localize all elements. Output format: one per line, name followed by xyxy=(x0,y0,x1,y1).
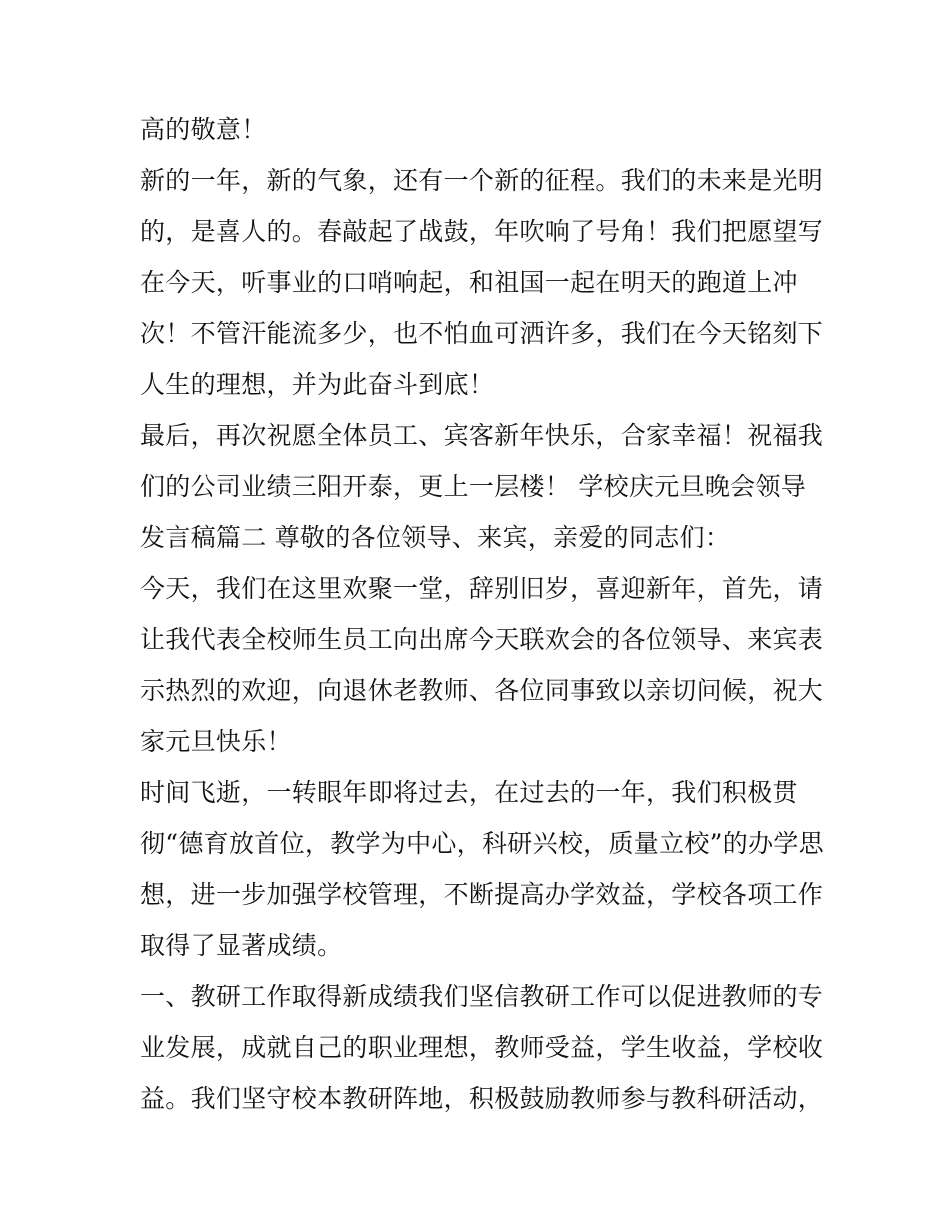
text-line: 最后，再次祝愿全体员工、宾客新年快乐，合家幸福！祝福我 xyxy=(140,421,824,450)
text-line: 时间飞逝，一转眼年即将过去，在过去的一年，我们积极贯 xyxy=(140,778,798,807)
text-line: 在今天，听事业的口哨响起，和祖国一起在明天的跑道上冲 xyxy=(140,268,798,297)
text-line: 次！不管汗能流多少，也不怕血可洒许多，我们在今天铭刻下 xyxy=(140,319,824,348)
document-body xyxy=(140,104,824,1124)
text-line: 家元旦快乐！ xyxy=(140,727,292,756)
text-line: 一、教研工作取得新成绩我们坚信教研工作可以促进教师的专 xyxy=(140,982,824,1011)
text-line: 今天，我们在这里欢聚一堂，辞别旧岁，喜迎新年，首先，请 xyxy=(140,574,824,603)
text-line: 彻“德育放首位，教学为中心，科研兴校，质量立校”的办学思 xyxy=(140,829,824,858)
text-line: 新的一年，新的气象，还有一个新的征程。我们的未来是光明 xyxy=(140,166,824,195)
text-line: 的，是喜人的。春敲起了战鼓，年吹响了号角！我们把愿望写 xyxy=(140,217,824,246)
text-line: 想，进一步加强学校管理，不断提高办学效益，学校各项工作 xyxy=(140,880,824,909)
text-line: 业发展，成就自己的职业理想，教师受益，学生收益，学校收 xyxy=(140,1033,824,1062)
text-line: 人生的理想，并为此奋斗到底！ xyxy=(140,370,495,399)
text-line: 示热烈的欢迎，向退休老教师、各位同事致以亲切问候，祝大 xyxy=(140,676,824,705)
text-line: 发言稿篇二 尊敬的各位领导、来宾，亲爱的同志们： xyxy=(140,523,731,552)
text-line: 让我代表全校师生员工向出席今天联欢会的各位领导、来宾表 xyxy=(140,625,824,654)
text-line: 高的敬意！ xyxy=(140,115,267,144)
text-line: 们的公司业绩三阳开泰，更上一层楼！ 学校庆元旦晚会领导 xyxy=(140,472,807,501)
text-line: 取得了显著成绩。 xyxy=(140,931,343,960)
text-line: 益。我们坚守校本教研阵地，积极鼓励教师参与教科研活动， xyxy=(140,1084,824,1113)
